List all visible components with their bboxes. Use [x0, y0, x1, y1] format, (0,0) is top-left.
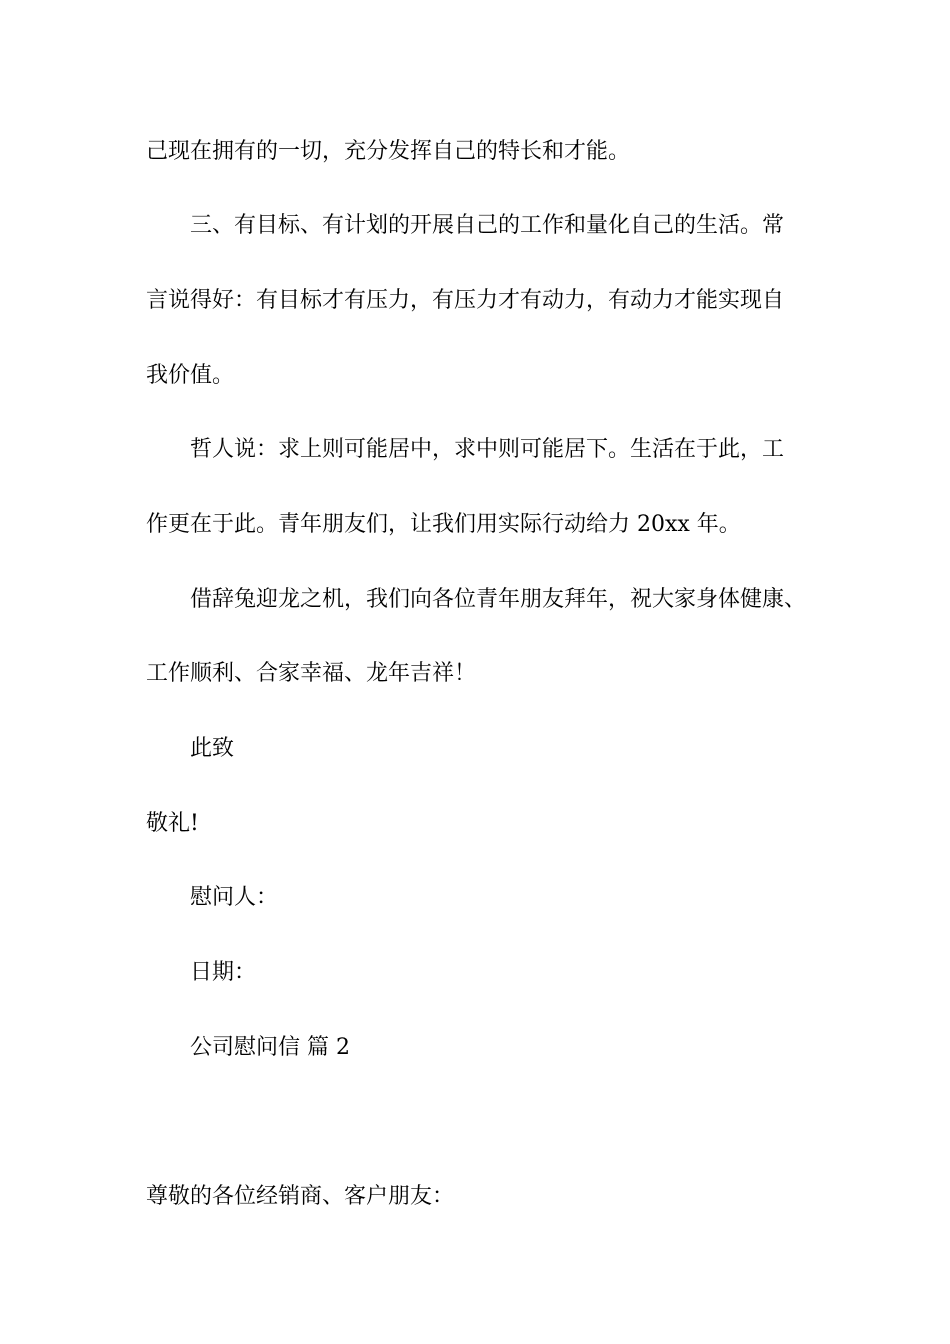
paragraph-line: 借辞兔迎龙之机，我们向各位青年朋友拜年，祝大家身体健康、: [190, 587, 807, 612]
closing-phrase: 此致: [190, 736, 235, 761]
paragraph-line: 工作顺利、合家幸福、龙年吉祥！: [146, 661, 477, 686]
section-heading: 公司慰问信 篇 2: [190, 1035, 350, 1060]
paragraph-line: 我价值。: [146, 363, 235, 388]
greeting-line: 尊敬的各位经销商、客户朋友：: [146, 1184, 455, 1209]
paragraph-line: 哲人说：求上则可能居中，求中则可能居下。生活在于此，工: [190, 437, 785, 462]
date-label: 日期：: [190, 960, 257, 985]
salutation: 敬礼!: [146, 811, 199, 836]
paragraph-line: 言说得好：有目标才有压力，有压力才有动力，有动力才能实现自: [146, 288, 785, 313]
paragraph-line: 作更在于此。青年朋友们，让我们用实际行动给力 20xx 年。: [146, 512, 741, 537]
paragraph-line: 己现在拥有的一切，充分发挥自己的特长和才能。: [146, 139, 631, 164]
paragraph-line: 三、有目标、有计划的开展自己的工作和量化自己的生活。常: [190, 213, 785, 238]
signer-label: 慰问人：: [190, 885, 279, 910]
